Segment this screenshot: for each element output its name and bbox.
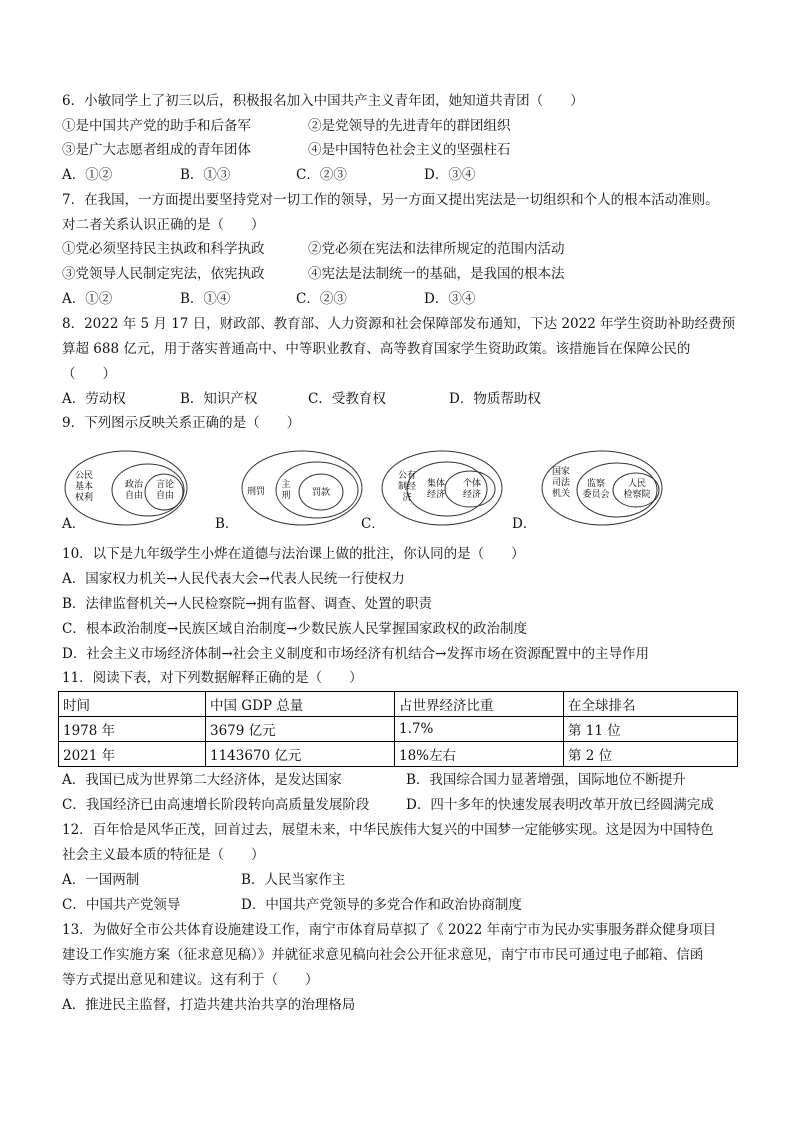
diagram-c xyxy=(382,451,502,525)
q13-stem-1: 13．为做好全市公共体育设施建设工作，南宁市体育局草拟了《 2022 年南宁市为民办实事服务群众健身项目 xyxy=(62,922,717,938)
diagram-a xyxy=(65,451,187,525)
diagram-a-inner-label: 言论自由 xyxy=(155,480,175,501)
q11-option-b: B．我国综合国力显著增强，国际地位不断提升 xyxy=(406,772,686,788)
q7-item-2: ②党必须在宪法和法律所规定的范围内活动 xyxy=(308,241,565,257)
table-cell: 3679 亿元 xyxy=(206,717,395,742)
q12-options-row1 xyxy=(62,871,742,889)
q8-stem-2: 算超 688 亿元，用于落实普通高中、中等职业教育、高等教育国家学生资助政策。该措施旨在保障公民的 xyxy=(62,341,691,357)
q9-label-b: B． xyxy=(215,516,239,532)
q13-option-a: A．推进民主监督，打造共建共治共享的治理格局 xyxy=(62,997,356,1013)
q12-option-a: A．一国两制 xyxy=(62,872,140,888)
q8-option-c: C．受教育权 xyxy=(308,391,386,407)
q7-option-a: A．①② xyxy=(62,291,113,307)
q6-option-b: B．①③ xyxy=(180,167,231,183)
diagram-c-outer-label: 公有制经济 xyxy=(397,471,417,503)
diagram-b-outer-label: 刑罚 xyxy=(246,487,266,497)
q7-item-1: ①党必须坚持民主执政和科学执政 xyxy=(62,241,265,257)
q11-option-d: D．四十多年的快速发展表明改革开放已经圆满完成 xyxy=(406,797,714,813)
q7-options xyxy=(62,290,742,308)
table-cell: 1.7% xyxy=(395,717,564,742)
q6-item-3: ③是广大志愿者组成的青年团体 xyxy=(62,142,251,158)
diagram-c-inner-label: 个体经济 xyxy=(462,479,482,500)
q12-option-c: C．中国共产党领导 xyxy=(62,897,181,913)
q9-label-d: D． xyxy=(512,516,537,532)
q9-label-c: C． xyxy=(361,516,385,532)
q6-option-c: C．②③ xyxy=(296,167,347,183)
q11-stem: 11．阅读下表，对下列数据解释正确的是（ ） xyxy=(62,670,363,686)
q11-options-row1 xyxy=(62,771,742,789)
q7-item-4: ④宪法是法制统一的基础，是我国的根本法 xyxy=(308,266,565,282)
table-row xyxy=(59,717,738,742)
diagram-d-inner-label: 人民检察院 xyxy=(623,479,651,500)
diagram-d-mid-label: 监察委员会 xyxy=(582,479,610,500)
q10-option-c: C．根本政治制度→民族区域自治制度→少数民族人民掌握国家政权的政治制度 xyxy=(62,621,527,637)
q7-stem-2: 对二者关系认识正确的是（ ） xyxy=(62,217,265,233)
table-cell: 2021 年 xyxy=(59,742,206,767)
q12-options-row2 xyxy=(62,896,742,914)
q7-option-b: B．①④ xyxy=(180,291,231,307)
q8-stem-1: 8．2022 年 5 月 17 日，财政部、教育部、人力资源和社会保障部发布通知，下达 2022 年学生资助补助经费预 xyxy=(62,316,736,332)
diagram-a-mid-label: 政治自由 xyxy=(124,480,144,501)
table-header-cell: 中国 GDP 总量 xyxy=(206,692,395,717)
q13-stem-2: 建设工作实施方案（征求意见稿）》并就征求意见稿向社会公开征求意见，南宁市市民可通过电子邮箱、信函 xyxy=(62,947,704,963)
table-header-cell: 占世界经济比重 xyxy=(395,692,564,717)
diagram-b-mid-label: 主刑 xyxy=(281,480,291,501)
table-header-cell: 在全球排名 xyxy=(564,692,738,717)
q9-option-labels xyxy=(62,515,742,533)
table-cell: 18%左右 xyxy=(395,742,564,767)
q10-stem: 10．以下是九年级学生小烨在道德与法治课上做的批注，你认同的是（ ） xyxy=(62,546,525,562)
q12-stem-2: 社会主义最本质的特征是（ ） xyxy=(62,847,265,863)
diagram-b xyxy=(242,451,362,525)
q9-label-a: A． xyxy=(62,516,86,532)
q10-option-a: A．国家权力机关→人民代表大会→代表人民统一行使权力 xyxy=(62,571,405,587)
q6-item-1: ①是中国共产党的助手和后备军 xyxy=(62,118,251,134)
q9-stem: 9．下列图示反映关系正确的是（ ） xyxy=(62,415,301,431)
q6-option-a: A．①② xyxy=(62,167,113,183)
q6-options xyxy=(62,166,742,184)
q11-options-row2 xyxy=(62,796,742,814)
table-cell: 1978 年 xyxy=(59,717,206,742)
q11-option-c: C．我国经济已由高速增长阶段转向高质量发展阶段 xyxy=(62,797,370,813)
q8-option-a: A．劳动权 xyxy=(62,391,126,407)
diagram-a-outer-label: 公民基本权利 xyxy=(74,471,94,503)
q13-stem-3: 等方式提出意见和建议。这有利于（ ） xyxy=(62,972,319,988)
table-cell: 第 2 位 xyxy=(564,742,738,767)
q6-item-2: ②是党领导的先进青年的群团组织 xyxy=(308,118,511,134)
diagram-b-inner-label: 罚款 xyxy=(311,488,331,498)
q12-stem-1: 12．百年恰是风华正茂，回首过去，展望未来，中华民族伟大复兴的中国梦一定能够实现。这是因为中国特色 xyxy=(62,822,714,838)
q7-items-row1 xyxy=(62,240,742,258)
q6-items-row1 xyxy=(62,117,742,135)
q12-option-b: B．人民当家作主 xyxy=(241,872,346,888)
q6-item-4: ④是中国特色社会主义的坚强柱石 xyxy=(308,142,511,158)
q6-option-d: D．③④ xyxy=(424,167,476,183)
table-header-row xyxy=(59,692,738,717)
q7-item-3: ③党领导人民制定宪法，依宪执政 xyxy=(62,266,265,282)
gdp-table xyxy=(58,691,738,767)
q11-option-a: A．我国已成为世界第二大经济体，是发达国家 xyxy=(62,772,342,788)
diagram-c-mid-label: 集体经济 xyxy=(426,479,446,500)
q6-stem: 6．小敏同学上了初三以后，积极报名加入中国共产主义青年团，她知道共青团（ ） xyxy=(62,93,584,109)
table-cell: 1143670 亿元 xyxy=(206,742,395,767)
q8-option-d: D．物质帮助权 xyxy=(449,391,541,407)
q7-stem-1: 7．在我国，一方面提出要坚持党对一切工作的领导，另一方面又提出宪法是一切组织和个人的根本活动准则。 xyxy=(62,192,719,208)
q7-option-d: D．③④ xyxy=(424,291,476,307)
q6-items-row2 xyxy=(62,141,742,159)
q8-option-b: B．知识产权 xyxy=(180,391,258,407)
q8-options xyxy=(62,390,742,408)
q7-option-c: C．②③ xyxy=(296,291,347,307)
q12-option-d: D．中国共产党领导的多党合作和政治协商制度 xyxy=(241,897,522,913)
q7-items-row2 xyxy=(62,265,742,283)
q8-stem-3: （ ） xyxy=(62,366,116,382)
table-header-cell: 时间 xyxy=(59,692,206,717)
q10-option-d: D．社会主义市场经济体制→社会主义制度和市场经济有机结合→发挥市场在资源配置中的主导作用 xyxy=(62,646,649,662)
q10-option-b: B．法律监督机关→人民检察院→拥有监督、调查、处置的职责 xyxy=(62,596,433,612)
table-row xyxy=(59,742,738,767)
table-cell: 第 11 位 xyxy=(564,717,738,742)
diagram-d xyxy=(542,451,662,525)
diagram-d-outer-label: 国家司法机关 xyxy=(551,467,571,499)
